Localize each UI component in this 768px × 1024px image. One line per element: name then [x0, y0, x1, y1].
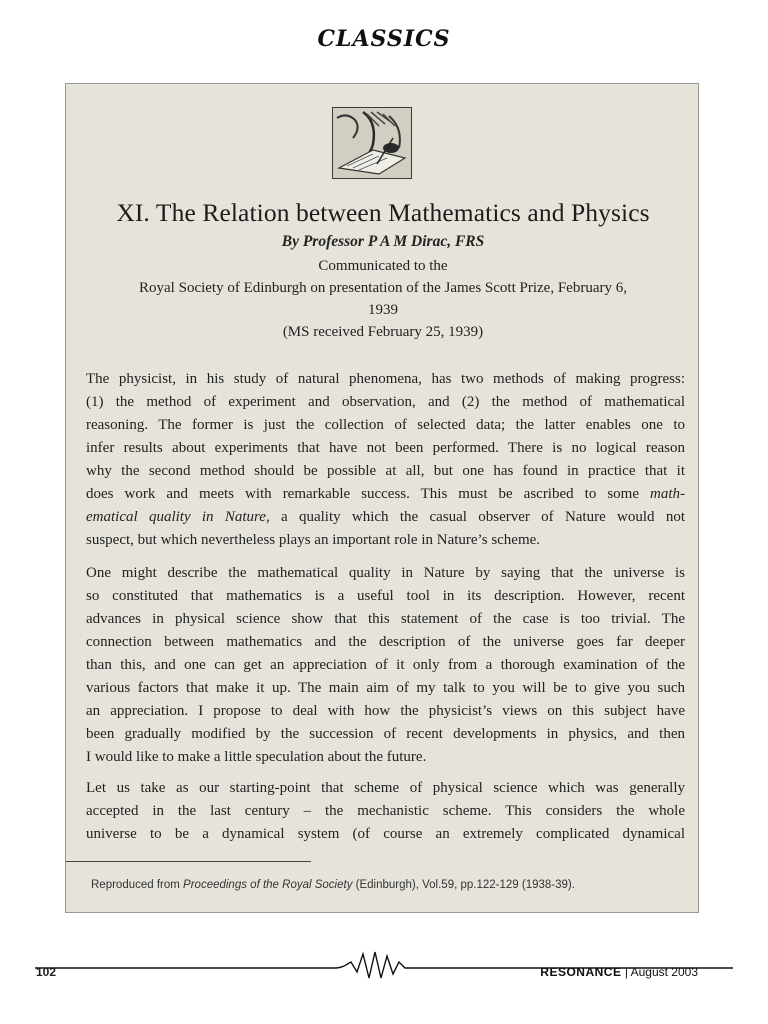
- section-header: CLASSICS: [317, 26, 451, 52]
- text-line: Let us take as our starting-point that scheme of physical science which was generally: [86, 780, 685, 796]
- text-line: connection between mathematics and the description of the universe goes far deeper: [86, 634, 685, 650]
- paragraph-1: [86, 368, 685, 552]
- text-line: suspect, but which nevertheless plays an important role in Nature’s scheme.: [86, 532, 541, 548]
- received-date-line: (MS received February 25, 1939): [282, 324, 484, 340]
- reproduced-source: Proceedings of the Royal Society: [183, 879, 353, 891]
- italic-text: math-: [650, 486, 685, 502]
- reproduced-suffix: (Edinburgh), Vol.59, pp.122-129 (1938-39).: [352, 879, 575, 891]
- paragraph-3: [86, 777, 685, 846]
- text-line: than this, and one can get an appreciation of it only from a thorough examination of the: [86, 657, 685, 673]
- text-line: various factors that make it up. The main aim of my talk to you will be to give you such: [86, 680, 685, 696]
- text-fragment: , a quality which the casual observer of Nature would not: [265, 509, 685, 525]
- italic-text: ematical quality in Nature: [86, 509, 266, 525]
- reproduced-prefix: Reproduced from: [91, 879, 184, 891]
- text-line: an appreciation. I propose to deal with how the physicist’s views on this subject have: [86, 703, 685, 719]
- text-line: (1) the method of experiment and observation, and (2) the method of mathematical: [86, 394, 685, 410]
- journal-footer: [540, 965, 698, 979]
- issue-date: August 2003: [630, 965, 698, 979]
- text-fragment: does work and meets with remarkable success. This must be ascribed to some: [86, 486, 650, 502]
- text-line: The physicist, in his study of natural phenomena, has two methods of making progress:: [86, 371, 685, 387]
- text-line: reasoning. The former is just the collection of selected data; the latter enables one to: [86, 417, 685, 433]
- footnote-divider: [66, 861, 311, 862]
- page-number: 102: [36, 965, 57, 979]
- text-line: so constituted that mathematics is a useful tool in its description. However, recent: [86, 588, 685, 604]
- text-line: been gradually modified by the succession of recent developments in physics, and then: [86, 726, 685, 742]
- quill-inkwell-vignette-icon: [332, 107, 412, 179]
- communicated-line: Communicated to the: [318, 258, 448, 274]
- text-line: accepted in the last century – the mechanistic scheme. This considers the whole: [86, 803, 685, 819]
- text-line: universe to be a dynamical system (of course an extremely complicated dynamical: [86, 826, 685, 842]
- text-line: I would like to make a little speculation about the future.: [86, 749, 427, 765]
- communicated-line: 1939: [368, 302, 398, 318]
- communicated-line: Royal Society of Edinburgh on presentation of the James Scott Prize, February 6,: [139, 280, 627, 296]
- journal-name: RESONANCE: [540, 965, 622, 979]
- scanned-article-page: [65, 83, 699, 913]
- reproduction-note: [91, 879, 681, 891]
- text-line: One might describe the mathematical quality in Nature by saying that the universe is: [86, 565, 685, 581]
- text-line: why the second method should be possible at all, but one has found in practice that it: [86, 463, 685, 479]
- text-line: advances in physical science show that this statement of the case is too trivial. The: [86, 611, 685, 627]
- text-line-with-italic: [86, 483, 685, 506]
- text-line: infer results about experiments that have not been performed. There is no logical reason: [86, 440, 685, 456]
- text-line-with-italic: [86, 506, 685, 529]
- article-title: XI. The Relation between Mathematics and Physics: [116, 198, 650, 227]
- article-byline: By Professor P A M Dirac, FRS: [281, 233, 485, 250]
- paragraph-2: [86, 562, 685, 769]
- footer-separator: |: [624, 965, 628, 979]
